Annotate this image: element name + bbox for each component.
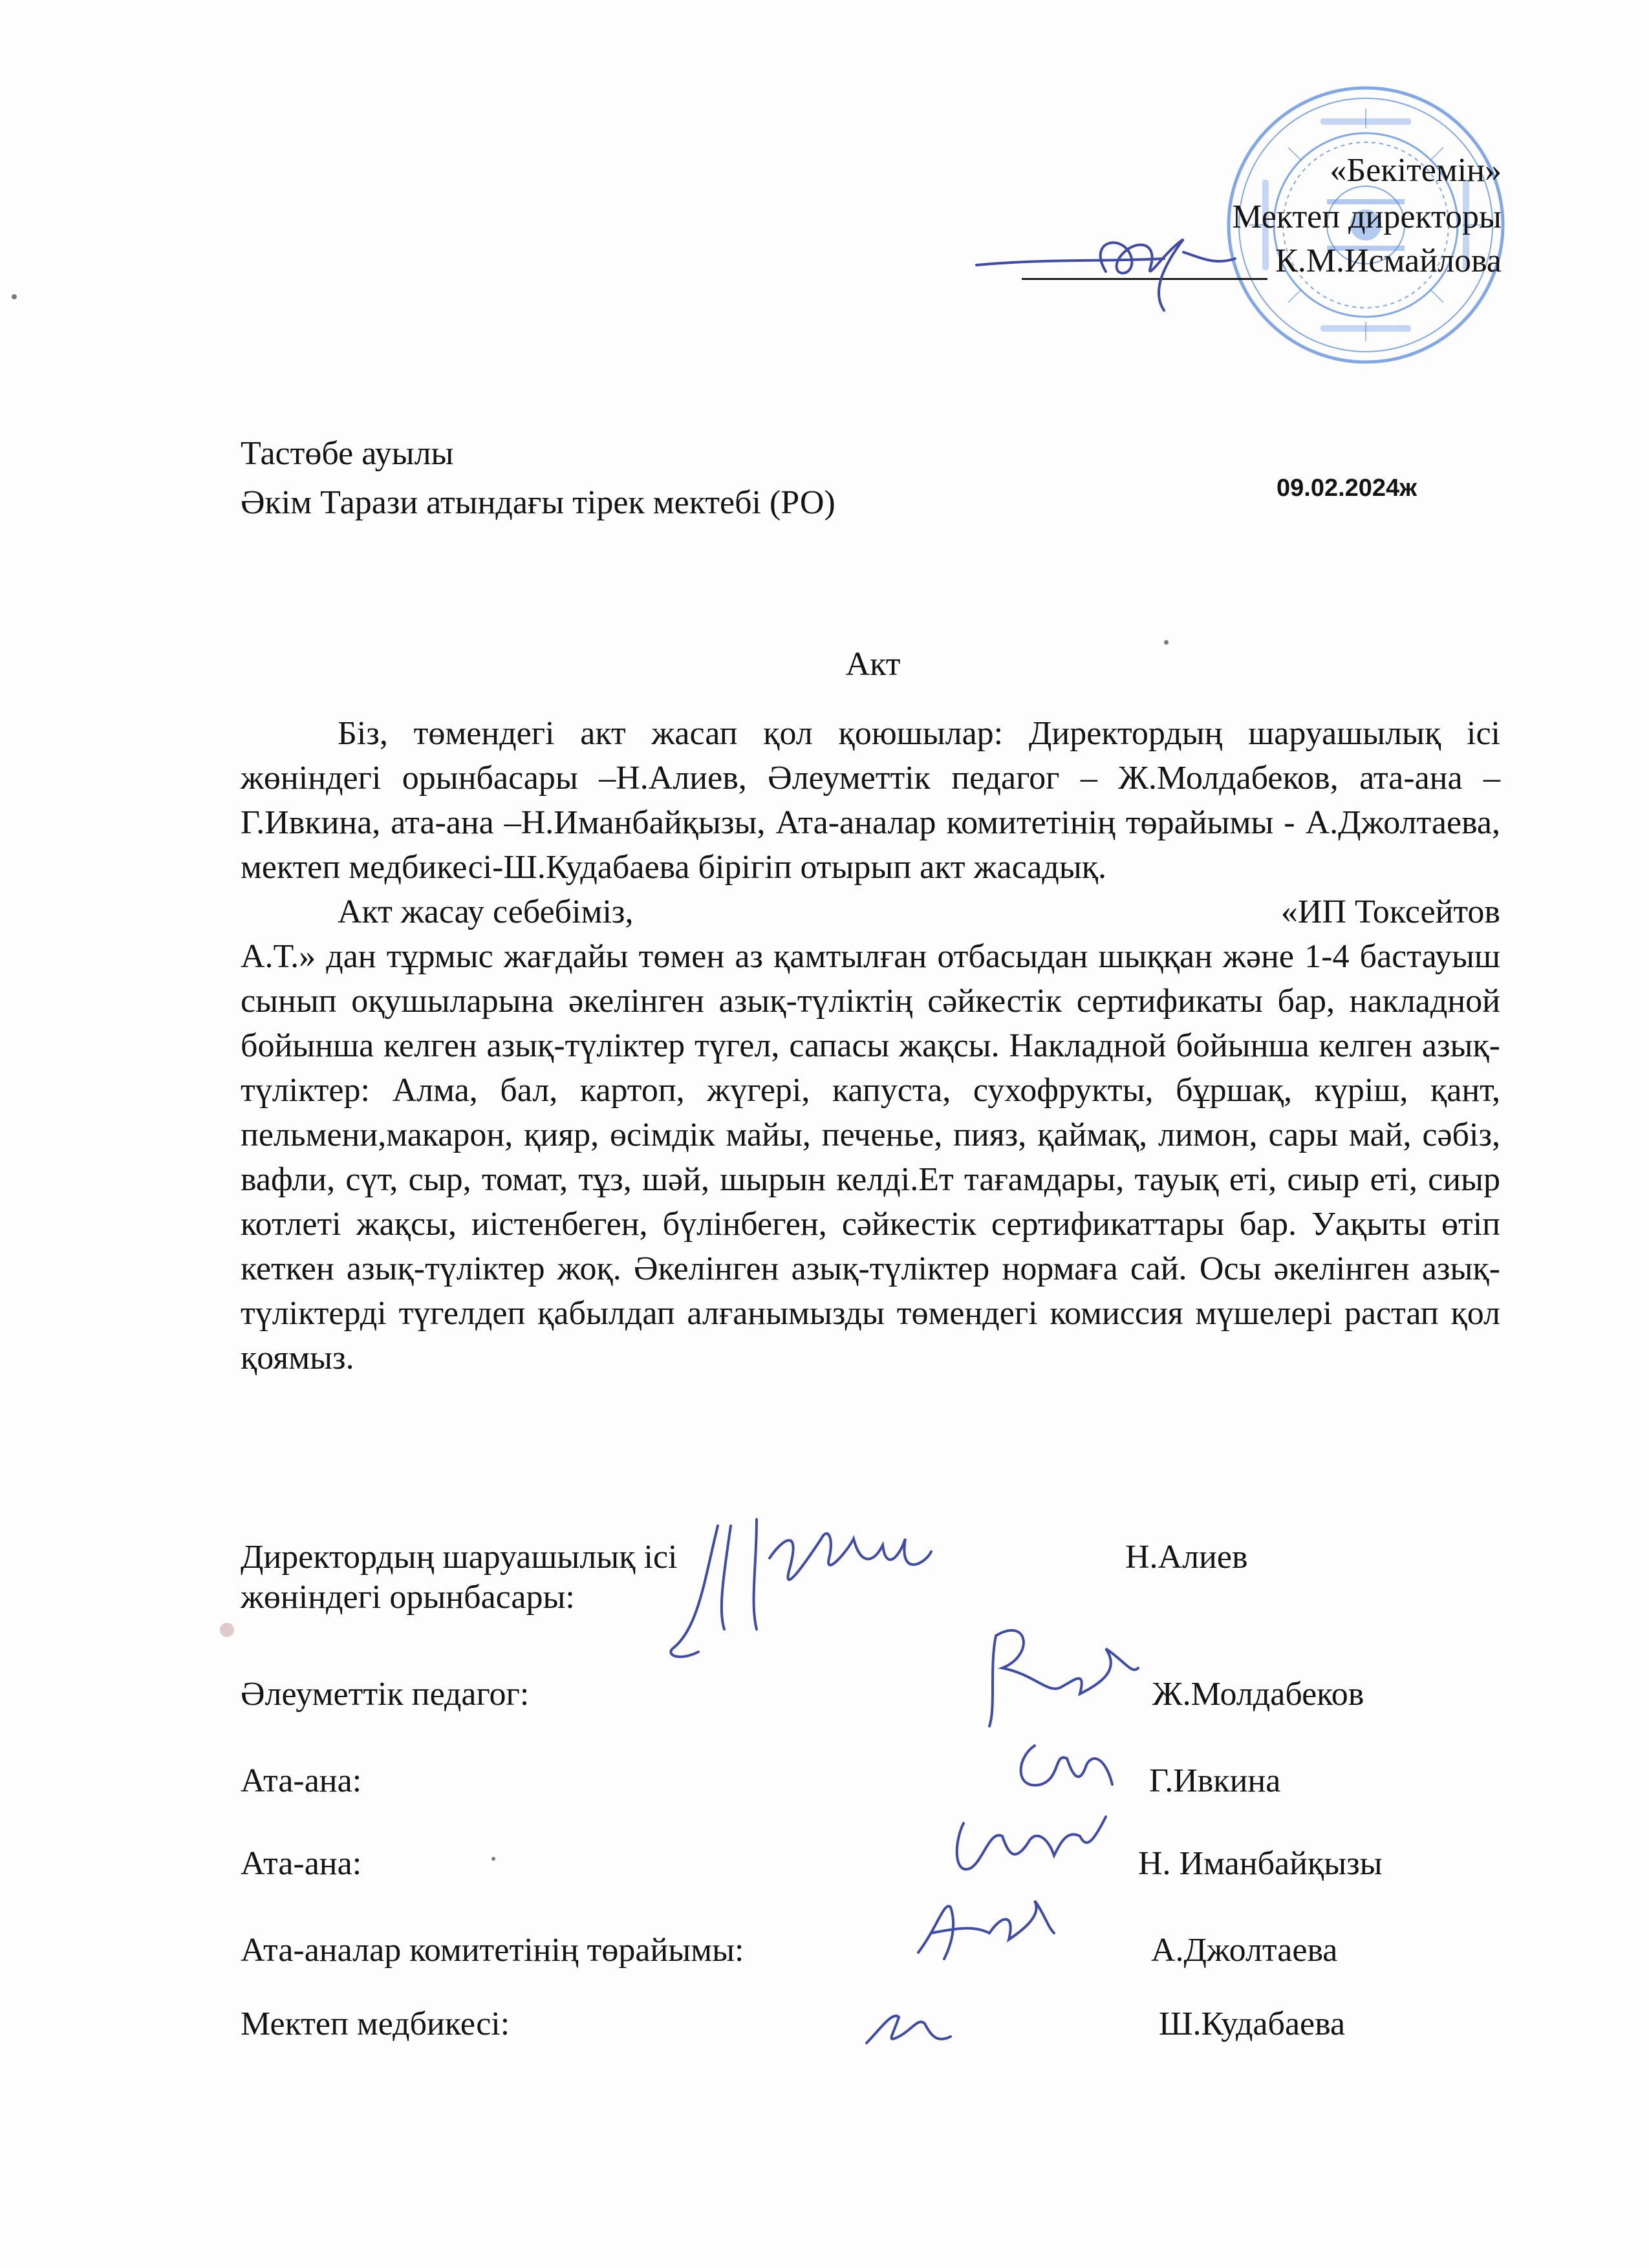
committee-chair-signature (905, 1888, 1061, 1972)
approval-title: «Бекітемін» (1330, 152, 1502, 189)
director-signature (970, 213, 1255, 323)
signature-role: Директордың шаруашылық ісі (241, 1539, 678, 1576)
reason-start: Акт жасау себебіміз, (338, 893, 634, 930)
signature-role: Әлеуметтік педагог: (241, 1676, 530, 1713)
signature-role: Мектеп медбикесі: (241, 2006, 510, 2042)
signature-name: Н.Алиев (1125, 1539, 1248, 1576)
scan-speck (220, 1623, 234, 1637)
approval-position: Мектеп директоры (1232, 198, 1502, 235)
signature-name: Г.Ивкина (1149, 1762, 1281, 1799)
paragraph-reason-line (241, 890, 1500, 934)
scan-speck (491, 1857, 495, 1861)
school-nurse-signature (854, 1998, 957, 2056)
signature-name: Ж.Молдабеков (1152, 1676, 1364, 1713)
paragraph-reason: А.Т.» дан тұрмыс жағдайы төмен аз қамтылған отбасыдан шыққан және 1-4 бастауыш сынып оқушыларына әкелінген азық-түліктің сәйкестік сертификаты бар, накладной бойынша келген азық-түліктер түгел, сапасы жақсы. Накладной бойынша келген азық-түліктер: Алма, бал, картоп, жүгері, капуста, сухофрукты, бұршақ, күріш, қант, пельмени,макарон, қияр, өсімдік майы, печенье, пияз, қаймақ, лимон, сары май, сәбіз, вафли, сүт, сыр, томат, тұз, шәй, шырын келді.Ет тағамдары, тауық еті, сиыр еті, сиыр котлеті жақсы, иістенбеген, бүлінбеген, сәйкестік сертификаттары бар. Уақыты өтіп кеткен азық-түліктер жоқ. Әкелінген азық-түліктер нормаға сай. Осы әкелінген азық-түліктерді түгелдеп қабылдап алғанымызды төмендегі комиссия мүшелері растап қол қоямыз. (241, 938, 1500, 1376)
social-pedagogue-signature (976, 1610, 1145, 1739)
village-name: Тастөбе ауылы (241, 435, 454, 472)
supplier-name: «ИП Токсейтов (1280, 893, 1500, 930)
school-name: Әкім Тарази атындағы тірек мектебі (РО) (241, 484, 835, 521)
signature-name: Ш.Кудабаева (1159, 2006, 1346, 2042)
parent-1-signature (1009, 1733, 1125, 1810)
signature-role-line2: жөніндегі орынбасары: (241, 1579, 575, 1616)
signature-role: Ата-аналар комитетінің төрайымы: (241, 1932, 744, 1969)
document-date: 09.02.2024ж (1277, 475, 1417, 502)
signature-name: А.Джолтаева (1151, 1932, 1338, 1969)
document-title: Акт (845, 646, 901, 683)
deputy-signature (660, 1500, 1022, 1668)
parent-2-signature (944, 1804, 1125, 1888)
paragraph-participants: Біз, төмендегі акт жасап қол қоюшылар: Директордың шаруашылық ісі жөніндегі орынбасары –Н.Алиев, Әлеуметтік педагог – Ж.Молдабеков, ата-ана – Г.Ивкина, ата-ана –Н.Иманбайқызы, Ата-аналар комитетінің төрайымы - А.Джолтаева, мектеп медбикесі-Ш.Кудабаева бірігіп отырып акт жасадық. (241, 715, 1500, 886)
signature-role: Ата-ана: (241, 1762, 362, 1799)
scan-speck (1164, 640, 1169, 645)
approval-name: К.М.Исмайлова (1275, 242, 1502, 279)
document-body (241, 711, 1500, 1380)
signature-role: Ата-ана: (241, 1845, 362, 1882)
scan-speck (12, 294, 17, 299)
signature-name: Н. Иманбайқызы (1138, 1845, 1383, 1882)
